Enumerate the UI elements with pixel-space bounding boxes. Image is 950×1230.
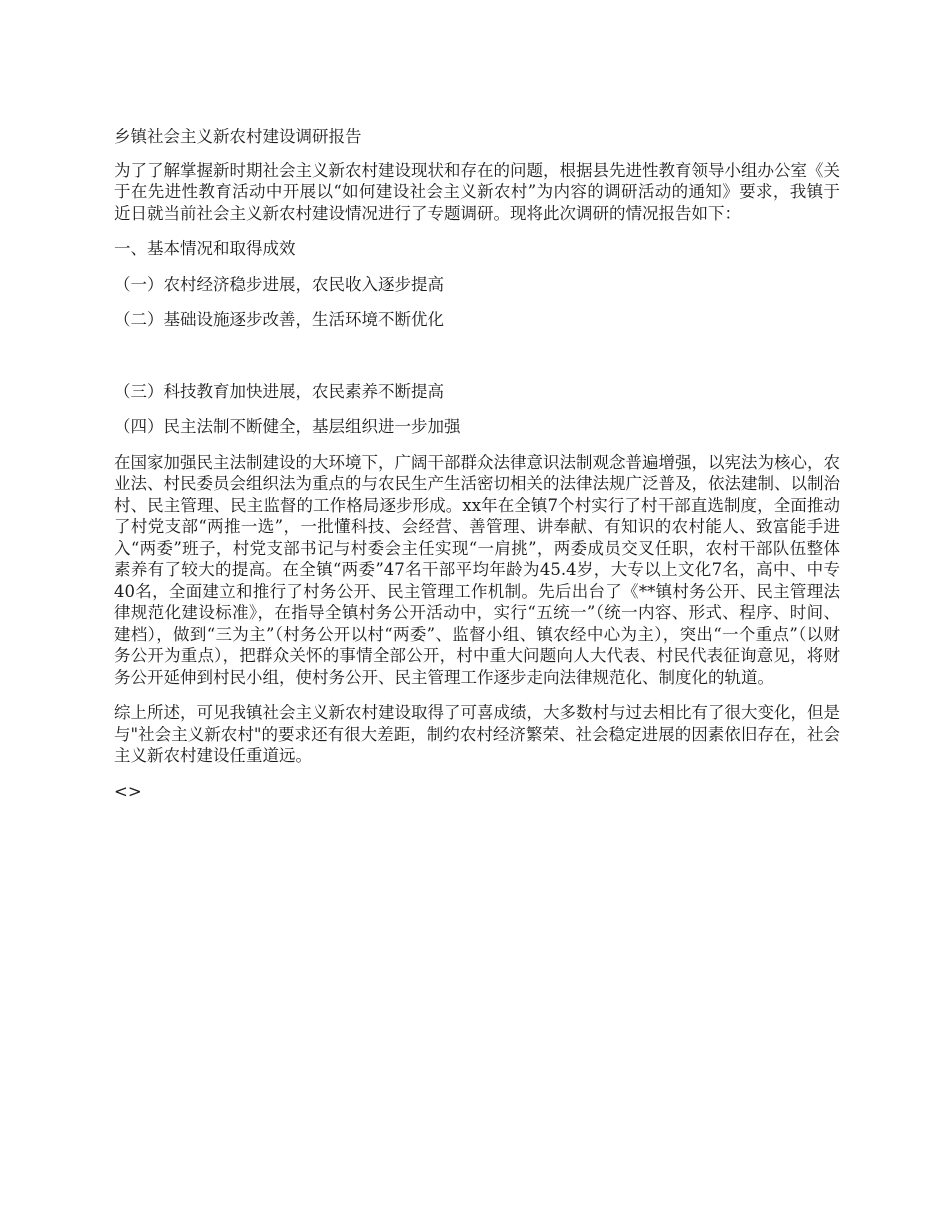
document-title: 乡镇社会主义新农村建设调研报告 xyxy=(114,127,362,146)
subheading-4: （四）民主法制不断健全，基层组织进一步加强 xyxy=(114,417,461,436)
conclusion-paragraph: 综上所述，可见我镇社会主义新农村建设取得了可喜成绩，大多数村与过去相比有了很大变化，但是与"社会主义新农村"的要求还有很大差距，制约农村经济繁荣、社会稳定进展的因素依旧存在，社会主义新农村建设任重道远。 xyxy=(114,703,840,765)
subheading-2: （二）基础设施逐步改善，生活环境不断优化 xyxy=(114,310,444,329)
section-heading-1: 一、基本情况和取得成效 xyxy=(114,239,296,258)
intro-paragraph: 为了了解掌握新时期社会主义新农村建设现状和存在的问题，根据县先进性教育领导小组办公室《关于在先进性教育活动中开展以“如何建设社会主义新农村”为内容的调研活动的通知》要求，我镇于近日就当前社会主义新农村建设情况进行了专题调研。现将此次调研的情况报告如下： xyxy=(114,160,840,223)
law-paragraph: 在国家加强民主法制建设的大环境下，广阔干部群众法律意识法制观念普遍增强，以宪法为核心，农业法、村民委员会组织法为重点的与农民生产生活密切相关的法律法规广泛普及，依法建制、以制治村、民主管理、民主监督的工作格局逐步形成。xx年在全镇7个村实行了村干部直选制度，全面推动了村党支部“两推一选”，一批懂科技、会经营、善管理、讲奉献、有知识的农村能人、致富能手进入“两委”班子，村党支部书记与村委会主任实现“一肩挑”，两委成员交叉任职，农村干部队伍整体素养有了较大的提高。在全镇“两委”47名干部平均年龄为45.4岁，大专以上文化7名，高中、中专40名，全面建立和推行了村务公开、民主管理工作机制。先后出台了《**镇村务公开、民主管理法律规范化建设标准》，在指导全镇村务公开活动中，实行“五统一”（统一内容、形式、程序、时间、建档），做到“三为主”（村务公开以村“两委”、监督小组、镇农经中心为主），突出“一个重点”（以财务公开为重点），把群众关怀的事情全部公开，村中重大问题向人大代表、村民代表征询意见，将财务公开延伸到村民小组，使村务公开、民主管理工作逐步走向法律规范化、制度化的轨道。 xyxy=(114,452,840,687)
document-body xyxy=(114,126,840,816)
subheading-1: （一）农村经济稳步进展，农民收入逐步提高 xyxy=(114,274,444,294)
subheading-3: （三）科技教育加快进展，农民素养不断提高 xyxy=(114,381,444,401)
trailing-marker: <> xyxy=(114,781,142,801)
blank-gap xyxy=(114,345,840,381)
